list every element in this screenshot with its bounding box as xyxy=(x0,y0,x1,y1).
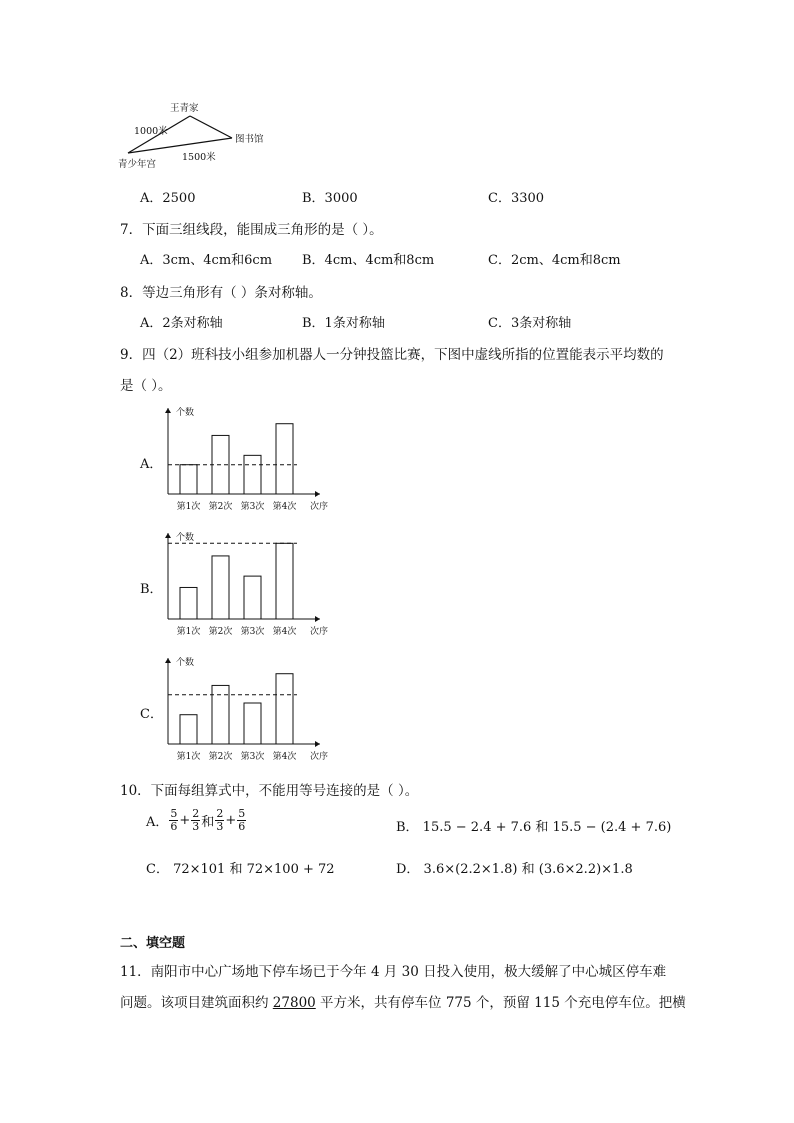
y-axis-label: 个数 xyxy=(176,533,195,543)
q10-text: 10．下面每组算式中，不能用等号连接的是（ ）。 xyxy=(120,783,419,799)
y-axis-arrow xyxy=(165,658,171,663)
tick-label-1: 第1次 xyxy=(176,627,201,637)
q6-option-a[interactable]: A．2500 xyxy=(140,191,196,206)
tick-label-3: 第3次 xyxy=(240,752,265,762)
bar-1 xyxy=(180,587,197,619)
route-triangle-diagram xyxy=(112,98,282,173)
bar-4 xyxy=(276,674,293,744)
label-wangqing-home: 王青家 xyxy=(170,103,199,114)
q8-option-a[interactable]: A．2条对称轴 xyxy=(140,316,223,331)
q9-text-line1: 9．四（2）班科技小组参加机器人一分钟投篮比赛，下图中虚线所指的位置能表示平均数的 xyxy=(120,347,664,363)
q7-option-b[interactable]: B．4cm、4cm和8cm xyxy=(302,253,435,268)
bar-chart-c xyxy=(160,652,340,767)
label-youth-palace: 青少年宫 xyxy=(118,159,157,170)
x-axis-label: 次序 xyxy=(310,752,329,762)
tick-label-4: 第4次 xyxy=(272,502,297,512)
fraction-2-3: $\frac{2}{3}$ xyxy=(192,807,200,833)
q9-chart-b-label[interactable]: B． xyxy=(140,582,163,597)
bar-3 xyxy=(244,455,261,494)
q6-option-b[interactable]: B．3000 xyxy=(302,191,358,206)
tick-label-2: 第2次 xyxy=(208,627,233,637)
label-1000m: 1000米 xyxy=(134,126,168,137)
bar-1 xyxy=(180,715,197,744)
tick-label-2: 第2次 xyxy=(208,752,233,762)
label-1500m: 1500米 xyxy=(182,152,216,163)
x-axis-label: 次序 xyxy=(310,627,329,637)
x-axis-arrow xyxy=(315,491,320,497)
y-axis-label: 个数 xyxy=(176,408,195,418)
bar-2 xyxy=(212,685,229,744)
tick-label-1: 第1次 xyxy=(176,502,201,512)
q10-option-d[interactable]: D． 3.6×(2.2×1.8) 和 (3.6×2.2)×1.8 xyxy=(396,862,633,877)
bar-4 xyxy=(276,424,293,494)
triangle-side-right xyxy=(190,116,232,138)
q10-option-c[interactable]: C． 72×101 和 72×100 + 72 xyxy=(146,862,335,877)
tick-label-1: 第1次 xyxy=(176,752,201,762)
q8-text: 8．等边三角形有（ ）条对称轴。 xyxy=(120,285,322,301)
bar-chart-b xyxy=(160,527,340,642)
q9-chart-c-label[interactable]: C． xyxy=(140,707,163,722)
q11-text-line2 xyxy=(120,991,686,1011)
triangle-side-bottom xyxy=(128,138,232,153)
q8-option-b[interactable]: B．1条对称轴 xyxy=(302,316,385,331)
x-axis-arrow xyxy=(315,741,320,747)
q7-text: 7．下面三组线段，能围成三角形的是（ ）。 xyxy=(120,222,383,238)
fraction-5-6-b: $\frac{5}{6}$ xyxy=(238,807,246,833)
y-axis-arrow xyxy=(165,533,171,538)
q11-text-part-b: 平方米，共有停车位 775 个，预留 115 个充电停车位。把横 xyxy=(315,995,686,1011)
q10-option-b[interactable]: B． 15.5 − 2.4 + 7.6 和 15.5 − (2.4 + 7.6) xyxy=(396,820,672,835)
section-title-fill-in: 二、填空题 xyxy=(120,936,186,951)
bar-4 xyxy=(276,543,293,619)
x-axis-arrow xyxy=(315,616,320,622)
label-library: 图书馆 xyxy=(235,134,264,145)
q10-option-a[interactable] xyxy=(146,808,247,833)
tick-label-3: 第3次 xyxy=(240,502,265,512)
bar-2 xyxy=(212,556,229,619)
q7-option-a[interactable]: A．3cm、4cm和6cm xyxy=(140,253,273,268)
q8-option-c[interactable]: C．3条对称轴 xyxy=(488,316,572,331)
q10-a-label: A． xyxy=(146,815,169,830)
tick-label-4: 第4次 xyxy=(272,752,297,762)
fraction-2-3-b: $\frac{2}{3}$ xyxy=(216,807,224,833)
tick-label-3: 第3次 xyxy=(240,627,265,637)
q9-text-line2: 是（ ）。 xyxy=(120,378,172,394)
q7-option-c[interactable]: C．2cm、4cm和8cm xyxy=(488,253,621,268)
tick-label-2: 第2次 xyxy=(208,502,233,512)
q11-underlined-number: 27800 xyxy=(272,995,316,1011)
bar-3 xyxy=(244,576,261,619)
and-word: 和 xyxy=(201,815,215,830)
y-axis-arrow xyxy=(165,408,171,413)
fraction-5-6: $\frac{5}{6}$ xyxy=(170,807,178,833)
q11-text-line1: 11．南阳市中心广场地下停车场已于今年 4 月 30 日投入使用，极大缓解了中心城区停车难 xyxy=(120,964,667,980)
plus-sign: + xyxy=(179,813,191,828)
plus-sign-b: + xyxy=(225,813,237,828)
bar-chart-a xyxy=(160,402,340,517)
tick-label-4: 第4次 xyxy=(272,627,297,637)
q11-text-part-a: 问题。该项目建筑面积约 xyxy=(120,995,273,1011)
bar-3 xyxy=(244,703,261,744)
q9-chart-a-label[interactable]: A． xyxy=(140,457,163,472)
q6-option-c[interactable]: C．3300 xyxy=(488,191,545,206)
bar-1 xyxy=(180,465,197,494)
y-axis-label: 个数 xyxy=(176,658,195,668)
x-axis-label: 次序 xyxy=(310,502,329,512)
